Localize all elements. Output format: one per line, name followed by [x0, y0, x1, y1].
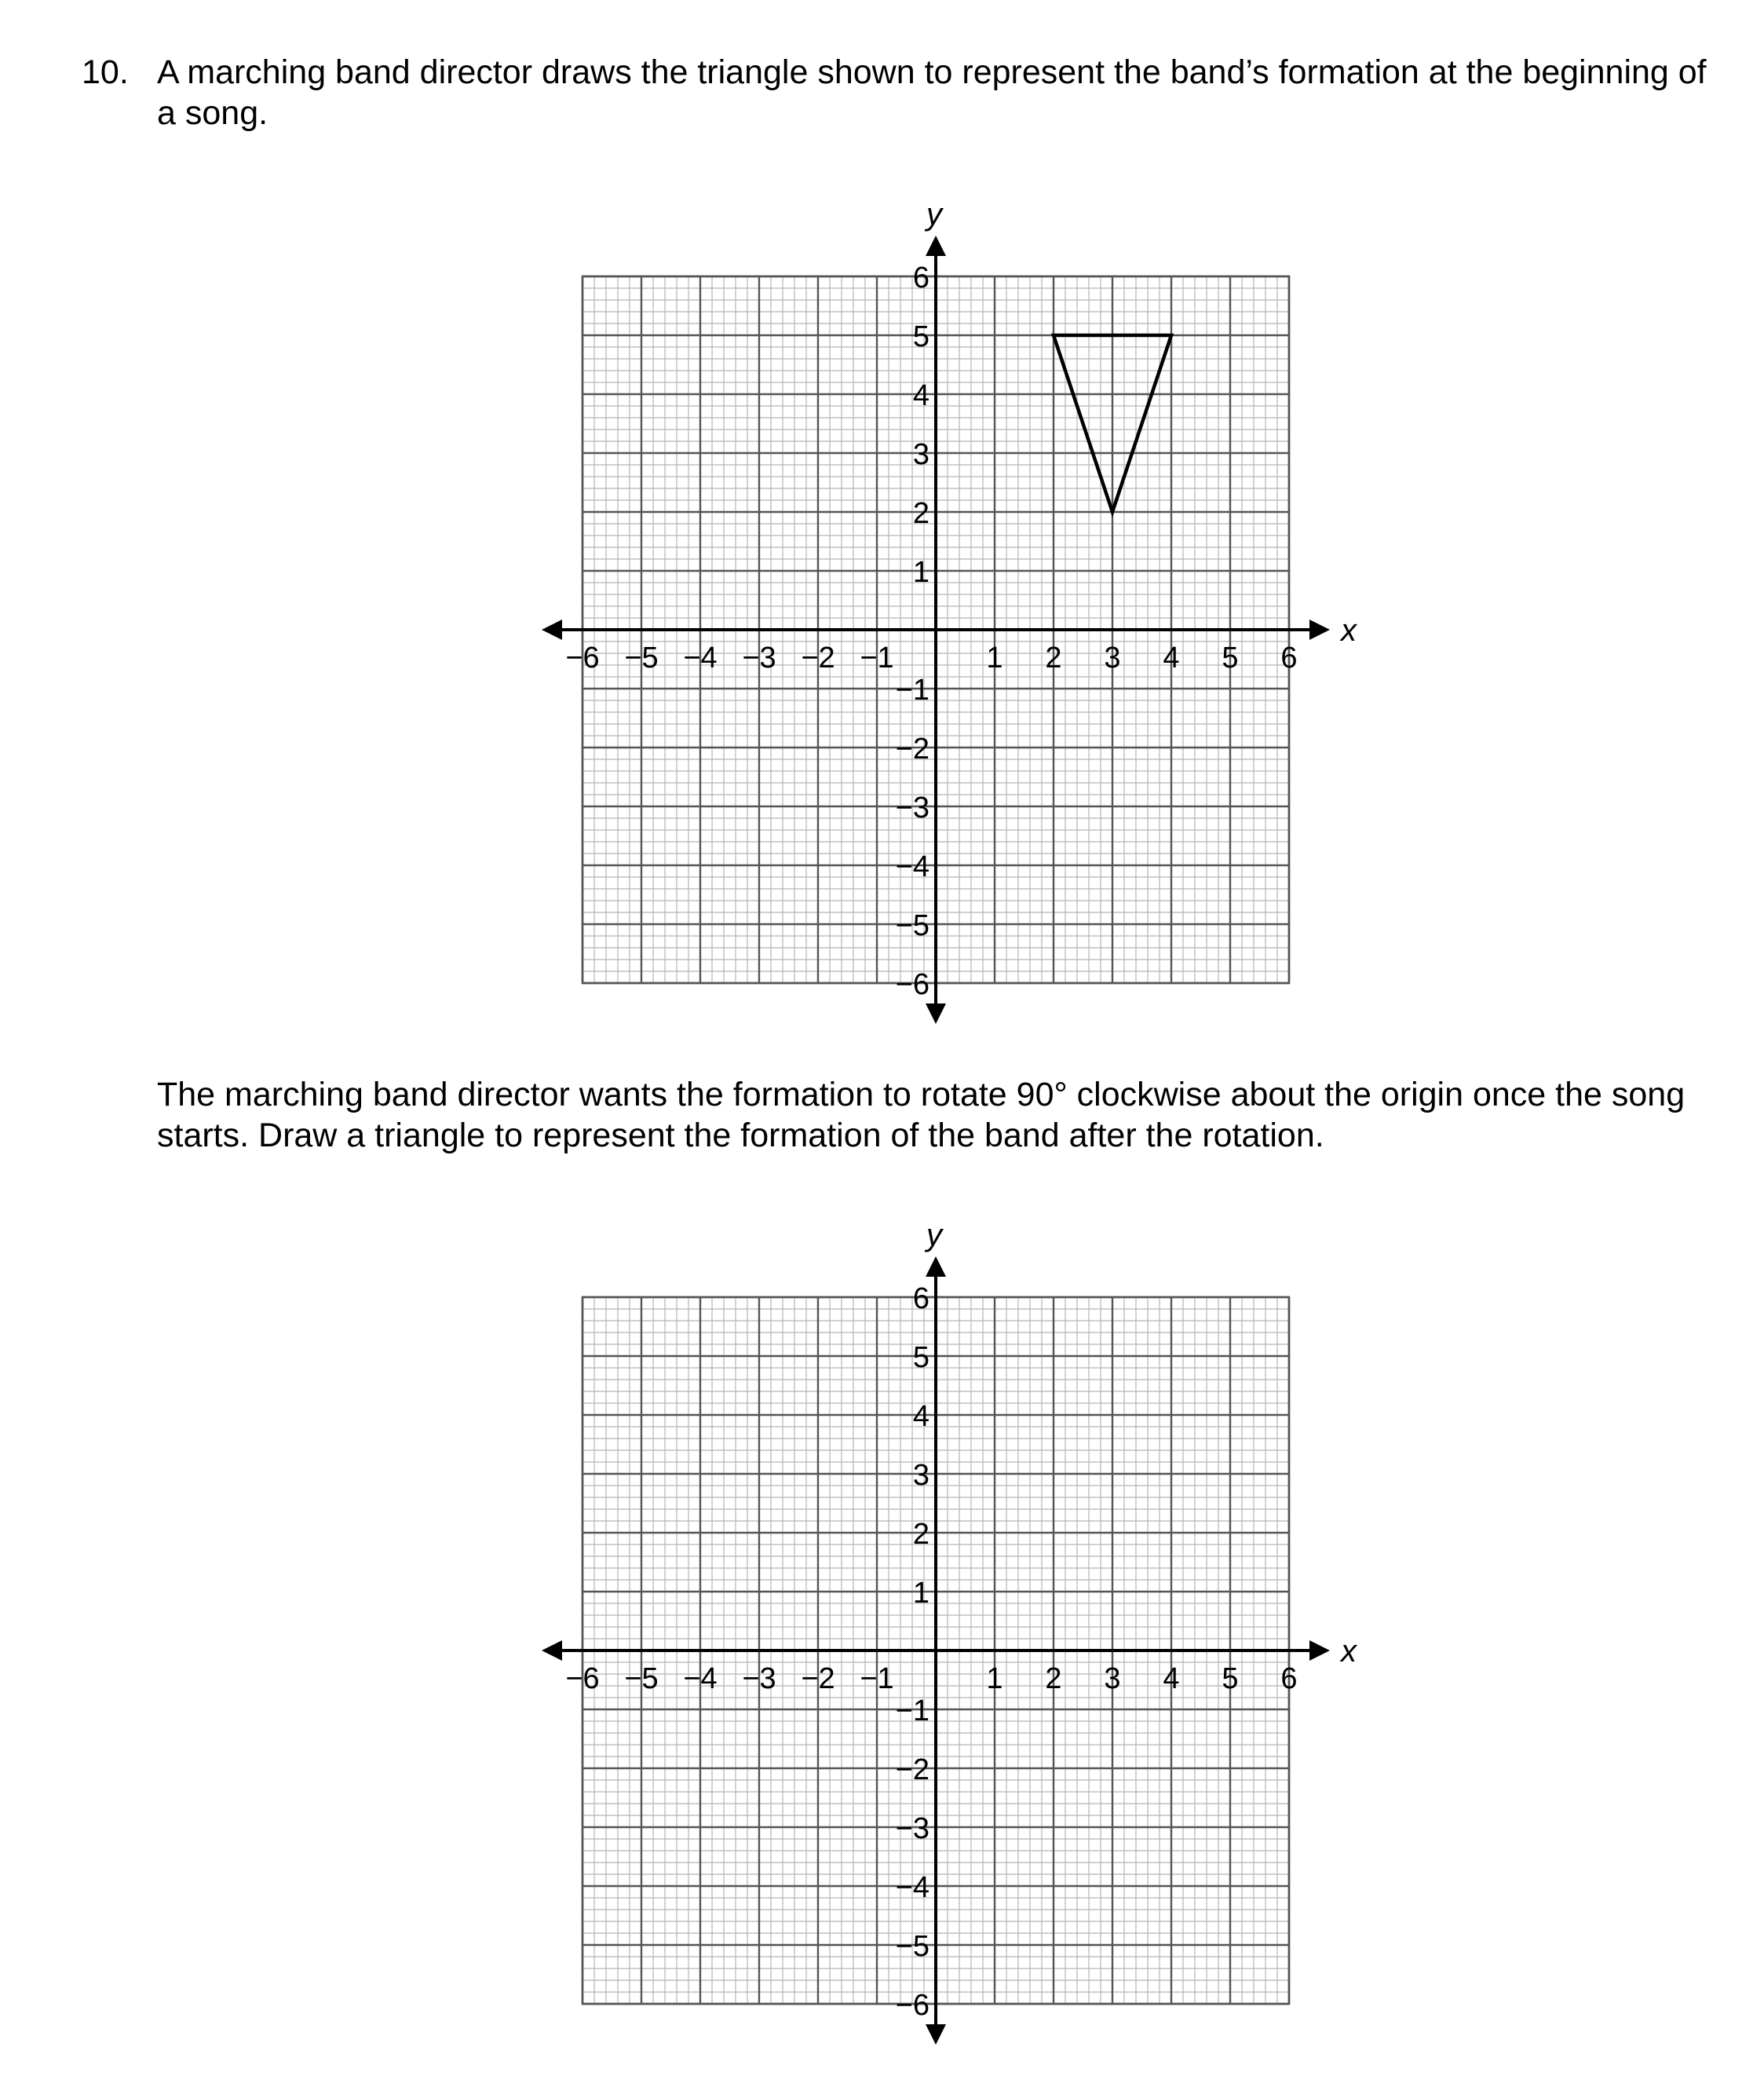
x-tick-label: −4: [683, 642, 718, 674]
y-tick-label: −4: [895, 850, 929, 883]
y-tick-label: −3: [895, 791, 929, 824]
y-tick-label: 4: [912, 1400, 929, 1433]
y-axis-bottom-arrow: [926, 2024, 946, 2045]
x-tick-label: 4: [1163, 1662, 1180, 1695]
y-tick-label: −5: [895, 1930, 929, 1963]
y-tick-label: 3: [912, 438, 929, 471]
x-tick-label: −3: [742, 1662, 776, 1695]
x-tick-label: −1: [860, 1662, 894, 1695]
instruction-text: The marching band director wants the formation to rotate 90° clockwise about the origin once the song starts. Draw a triangle to represent the formation of the band after the rotation.: [157, 1076, 1685, 1154]
x-tick-label: 4: [1163, 642, 1180, 674]
y-tick-label: −2: [895, 733, 929, 766]
x-tick-label: 6: [1280, 1662, 1298, 1695]
y-tick-label: 3: [912, 1459, 929, 1492]
y-tick-label: −6: [895, 1989, 929, 2022]
x-axis-label: x: [1341, 1634, 1357, 1669]
x-axis-left-arrow: [542, 1640, 562, 1661]
question-number: 10.: [82, 53, 129, 91]
y-tick-label: −1: [895, 1694, 929, 1727]
y-tick-label: −3: [895, 1812, 929, 1845]
y-tick-label: 1: [912, 1577, 929, 1610]
x-tick-label: −6: [565, 1662, 600, 1695]
y-axis-label: y: [926, 197, 942, 232]
x-tick-label: 2: [1045, 642, 1062, 674]
y-tick-label: −2: [895, 1753, 929, 1786]
y-axis-label: y: [926, 1218, 942, 1252]
x-tick-label: 2: [1045, 1662, 1062, 1695]
x-axis-label: x: [1341, 613, 1357, 648]
x-tick-label: −1: [860, 642, 894, 674]
x-tick-label: 3: [1104, 642, 1121, 674]
x-tick-label: −4: [683, 1662, 718, 1695]
y-tick-label: 5: [912, 320, 929, 353]
y-tick-label: 1: [912, 556, 929, 589]
y-tick-label: −5: [895, 909, 929, 942]
y-tick-label: −1: [895, 674, 929, 707]
x-tick-label: −2: [801, 1662, 835, 1695]
x-tick-label: −2: [801, 642, 835, 674]
x-tick-label: 3: [1104, 1662, 1121, 1695]
x-tick-label: 1: [986, 642, 1003, 674]
y-axis-top-arrow: [926, 1256, 946, 1277]
x-tick-label: −5: [624, 642, 659, 674]
y-tick-label: −4: [895, 1871, 929, 1904]
x-axis-right-arrow: [1309, 1640, 1330, 1661]
x-tick-label: 6: [1280, 642, 1298, 674]
question-text: A marching band director draws the triangle shown to represent the band’s formation at the beginning of a song.: [157, 53, 1707, 132]
x-tick-label: −5: [624, 1662, 659, 1695]
x-tick-label: −6: [565, 642, 600, 674]
x-tick-label: 5: [1222, 1662, 1239, 1695]
y-tick-label: −6: [895, 968, 929, 1001]
y-tick-label: 4: [912, 379, 929, 412]
x-tick-label: 1: [986, 1662, 1003, 1695]
y-tick-label: 2: [912, 1518, 929, 1551]
y-tick-label: 6: [912, 261, 929, 294]
x-tick-label: −3: [742, 642, 776, 674]
y-tick-label: 6: [912, 1282, 929, 1315]
y-tick-label: 2: [912, 497, 929, 530]
x-tick-label: 5: [1222, 642, 1239, 674]
y-tick-label: 5: [912, 1341, 929, 1374]
